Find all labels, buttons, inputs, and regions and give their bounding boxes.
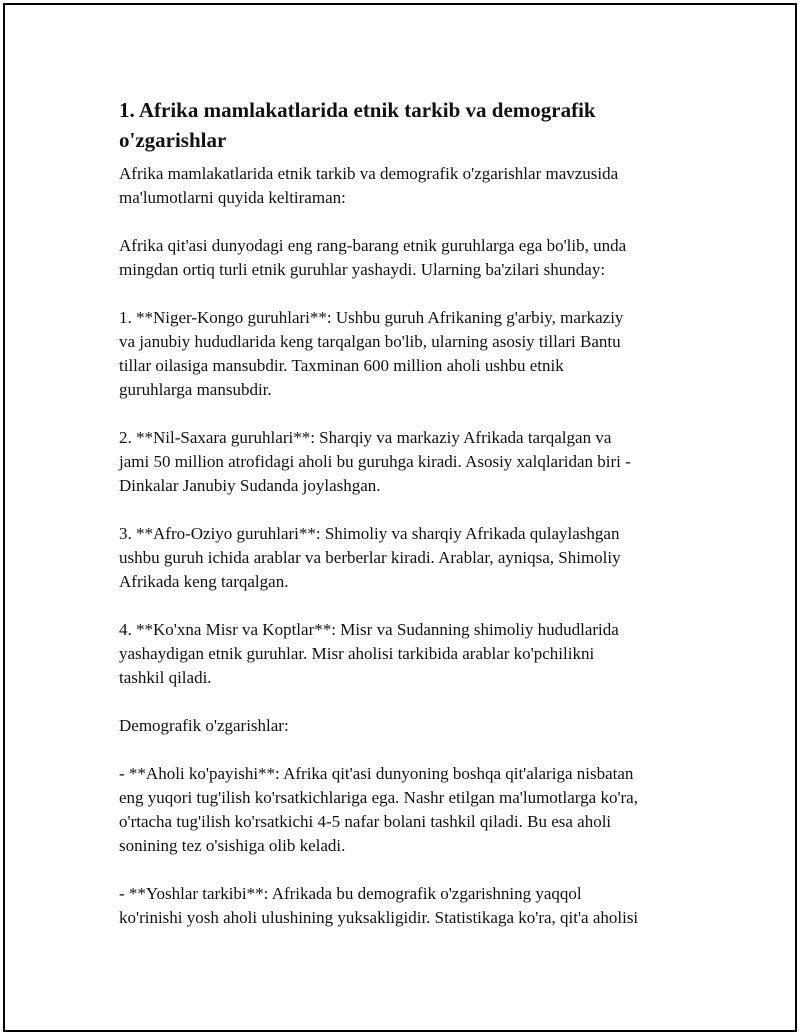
text-line: - **Aholi ko'payishi**: Afrika qit'asi dunyoning boshqa qit'alariga nisbatan	[119, 764, 634, 783]
text-line: - **Yoshlar tarkibi**: Afrikada bu demografik o'zgarishning yaqqol	[119, 884, 582, 903]
demografik-subheading	[119, 714, 699, 738]
text-line: 2. **Nil-Saxara guruhlari**: Sharqiy va markaziy Afrikada tarqalgan va	[119, 428, 612, 447]
text-line: tillar oilasiga mansubdir. Taxminan 600 million aholi ushbu etnik	[119, 356, 564, 375]
text-line: Afrika mamlakatlarida etnik tarkib va demografik o'zgarishlar mavzusida	[119, 164, 619, 183]
text-line: 4. **Ko'xna Misr va Koptlar**: Misr va Sudanning shimoliy hududlarida	[119, 620, 619, 639]
document-heading	[119, 95, 699, 155]
text-line: guruhlarga mansubdir.	[119, 380, 272, 399]
text-line: yashaydigan etnik guruhlar. Misr aholisi tarkibida arablar ko'pchilikni	[119, 644, 595, 663]
yoshlar-paragraph	[119, 882, 699, 930]
text-line: eng yuqori tug'ilish ko'rsatkichlariga ega. Nashr etilgan ma'lumotlarga ko'ra,	[119, 788, 638, 807]
text-line: ko'rinishi yosh aholi ulushining yuksakligidir. Statistikaga ko'ra, qit'a aholisi	[119, 908, 639, 927]
text-line: o'rtacha tug'ilish ko'rsatkichi 4-5 nafar bolani tashkil qiladi. Bu esa aholi	[119, 812, 612, 831]
text-line: mingdan ortiq turli etnik guruhlar yashaydi. Ularning ba'zilari shunday:	[119, 260, 606, 279]
misr-koptlar-paragraph	[119, 618, 699, 690]
text-line: Afrikada keng tarqalgan.	[119, 572, 289, 591]
text-line: Afrika qit'asi dunyodagi eng rang-barang etnik guruhlarga ega bo'lib, unda	[119, 236, 627, 255]
niger-kongo-paragraph	[119, 306, 699, 402]
overview-paragraph	[119, 234, 699, 282]
document-body	[119, 95, 699, 954]
aholi-paragraph	[119, 762, 699, 858]
text-line: ma'lumotlarni quyida keltiraman:	[119, 188, 346, 207]
intro-paragraph	[119, 162, 699, 210]
text-line: 1. **Niger-Kongo guruhlari**: Ushbu guruh Afrikaning g'arbiy, markaziy	[119, 308, 624, 327]
text-line: va janubiy hududlarida keng tarqalgan bo'lib, ularning asosiy tillari Bantu	[119, 332, 621, 351]
nil-saxara-paragraph	[119, 426, 699, 498]
heading-line: o'zgarishlar	[119, 128, 227, 152]
text-line: sonining tez o'sishiga olib keladi.	[119, 836, 346, 855]
text-line: ushbu guruh ichida arablar va berberlar kiradi. Arablar, ayniqsa, Shimoliy	[119, 548, 621, 567]
page-frame	[3, 3, 797, 1032]
text-line: tashkil qiladi.	[119, 668, 212, 687]
text-line: Demografik o'zgarishlar:	[119, 716, 289, 735]
text-line: jami 50 million atrofidagi aholi bu guruhga kiradi. Asosiy xalqlaridan biri -	[119, 452, 631, 471]
heading-line: 1. Afrika mamlakatlarida etnik tarkib va demografik	[119, 98, 596, 122]
text-line: Dinkalar Janubiy Sudanda joylashgan.	[119, 476, 381, 495]
afro-oziyo-paragraph	[119, 522, 699, 594]
text-line: 3. **Afro-Oziyo guruhlari**: Shimoliy va sharqiy Afrikada qulaylashgan	[119, 524, 620, 543]
